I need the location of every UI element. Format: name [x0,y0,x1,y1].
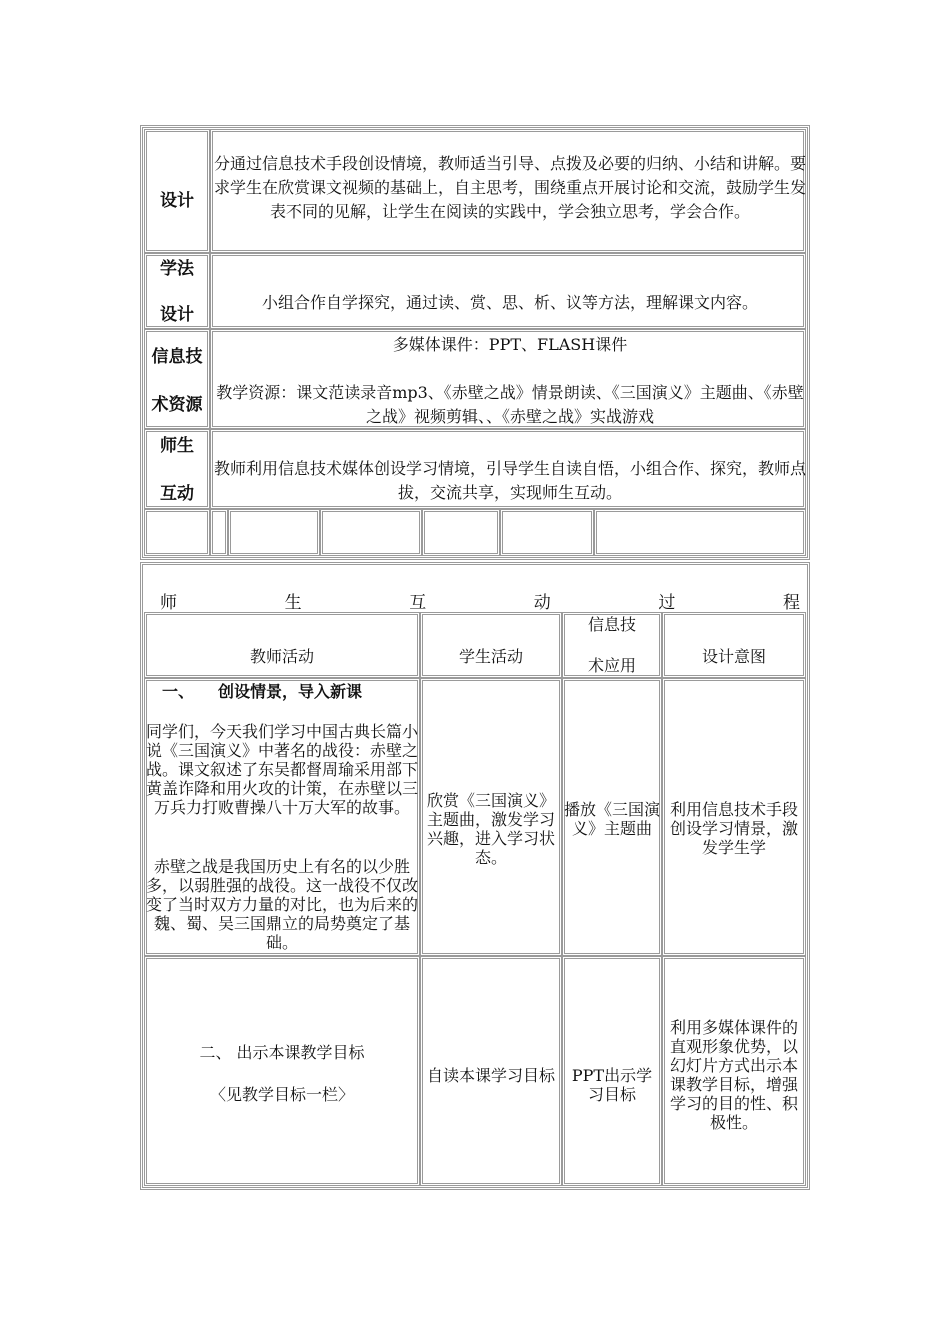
label-method-2: 设计 [160,305,194,325]
row1-teacher-heading: 一、 创设情景，导入新课 [162,682,363,701]
empty-cell [144,509,210,556]
header-intent: 设计意图 [701,647,766,666]
title-char: 生 [284,593,302,613]
header-tech-2: 术应用 [587,656,636,675]
row2-intent: 利用多媒体课件的直观形象优势，以幻灯片方式出示本课教学目标，增强学习的目的性、积极性。 [669,1018,798,1132]
label-interaction-2: 互动 [160,484,194,504]
header-tech-1: 信息技 [587,615,636,634]
content-method: 小组合作自学探究，通过读、赏、思、析、议等方法，理解课文内容。 [261,293,758,312]
row2-teacher-cell [144,956,420,1186]
row1-student: 欣赏《三国演义》主题曲，激发学习兴趣，进入学习状态。 [426,791,555,867]
title-char: 程 [782,593,800,613]
empty-cell [500,509,594,556]
label-resources-2: 术资源 [151,395,203,415]
label-interaction-1: 师生 [160,436,194,456]
row2-teacher-sub: 〈见教学目标一栏〉 [209,1085,354,1104]
header-teacher: 教师活动 [249,647,314,666]
row2-tech: PPT出示学习目标 [571,1066,653,1104]
label-design: 设计 [160,191,194,211]
title-char: 互 [409,593,427,613]
content-interaction: 教师利用信息技术媒体创设学习情境，引导学生自读自悟，小组合作、探究，教师点拔，交流共享，实现师生互动。 [213,459,806,502]
row1-teacher-para2: 赤壁之战是我国历史上有名的以少胜多，以弱胜强的战役。这一战役不仅改变了当时双方力量的对比，也为后来的魏、蜀、吴三国鼎立的局势奠定了基础。 [146,857,419,952]
empty-cell [594,509,806,556]
empty-cell [320,509,422,556]
row2-teacher-heading: 二、 出示本课教学目标 [199,1043,365,1062]
content-resources-1: 多媒体课件：PPT、FLASH课件 [392,335,628,354]
header-student: 学生活动 [458,647,523,666]
title-char: 动 [533,593,551,613]
empty-cell [210,509,228,556]
process-title [160,588,800,613]
label-method-1: 学法 [160,259,194,279]
empty-cell [422,509,500,556]
label-resources-1: 信息技 [151,347,203,367]
empty-cell [228,509,320,556]
content-design: 分通过信息技术手段创设情境，教师适当引导、点拨及必要的归纳、小结和讲解。要求学生在欣赏课文视频的基础上，自主思考，围绕重点开展讨论和交流，鼓励学生发表不同的见解，让学生在阅读的实践中，学会独立思考，学会合作。 [213,154,806,221]
row1-intent: 利用信息技术手段创设学习情景，激发学生学 [669,800,798,857]
content-resources-2: 教学资源：课文范读录音mp3、《赤壁之战》情景朗读、《三国演义》主题曲、《赤壁之战》视频剪辑、、《赤壁之战》实战游戏 [216,383,804,426]
title-char: 过 [658,593,676,613]
row1-tech: 播放《三国演义》主题曲 [564,800,661,838]
row2-student: 自读本课学习目标 [426,1066,555,1085]
row1-teacher-para1: 同学们，今天我们学习中国古典长篇小说《三国演义》中著名的战役：赤壁之战。课文叙述了东吴都督周瑜采用部下黄盖诈降和用火攻的计策，在赤壁以三万兵力打败曹操八十万大军的故事。 [146,722,419,817]
title-char: 师 [160,593,177,613]
